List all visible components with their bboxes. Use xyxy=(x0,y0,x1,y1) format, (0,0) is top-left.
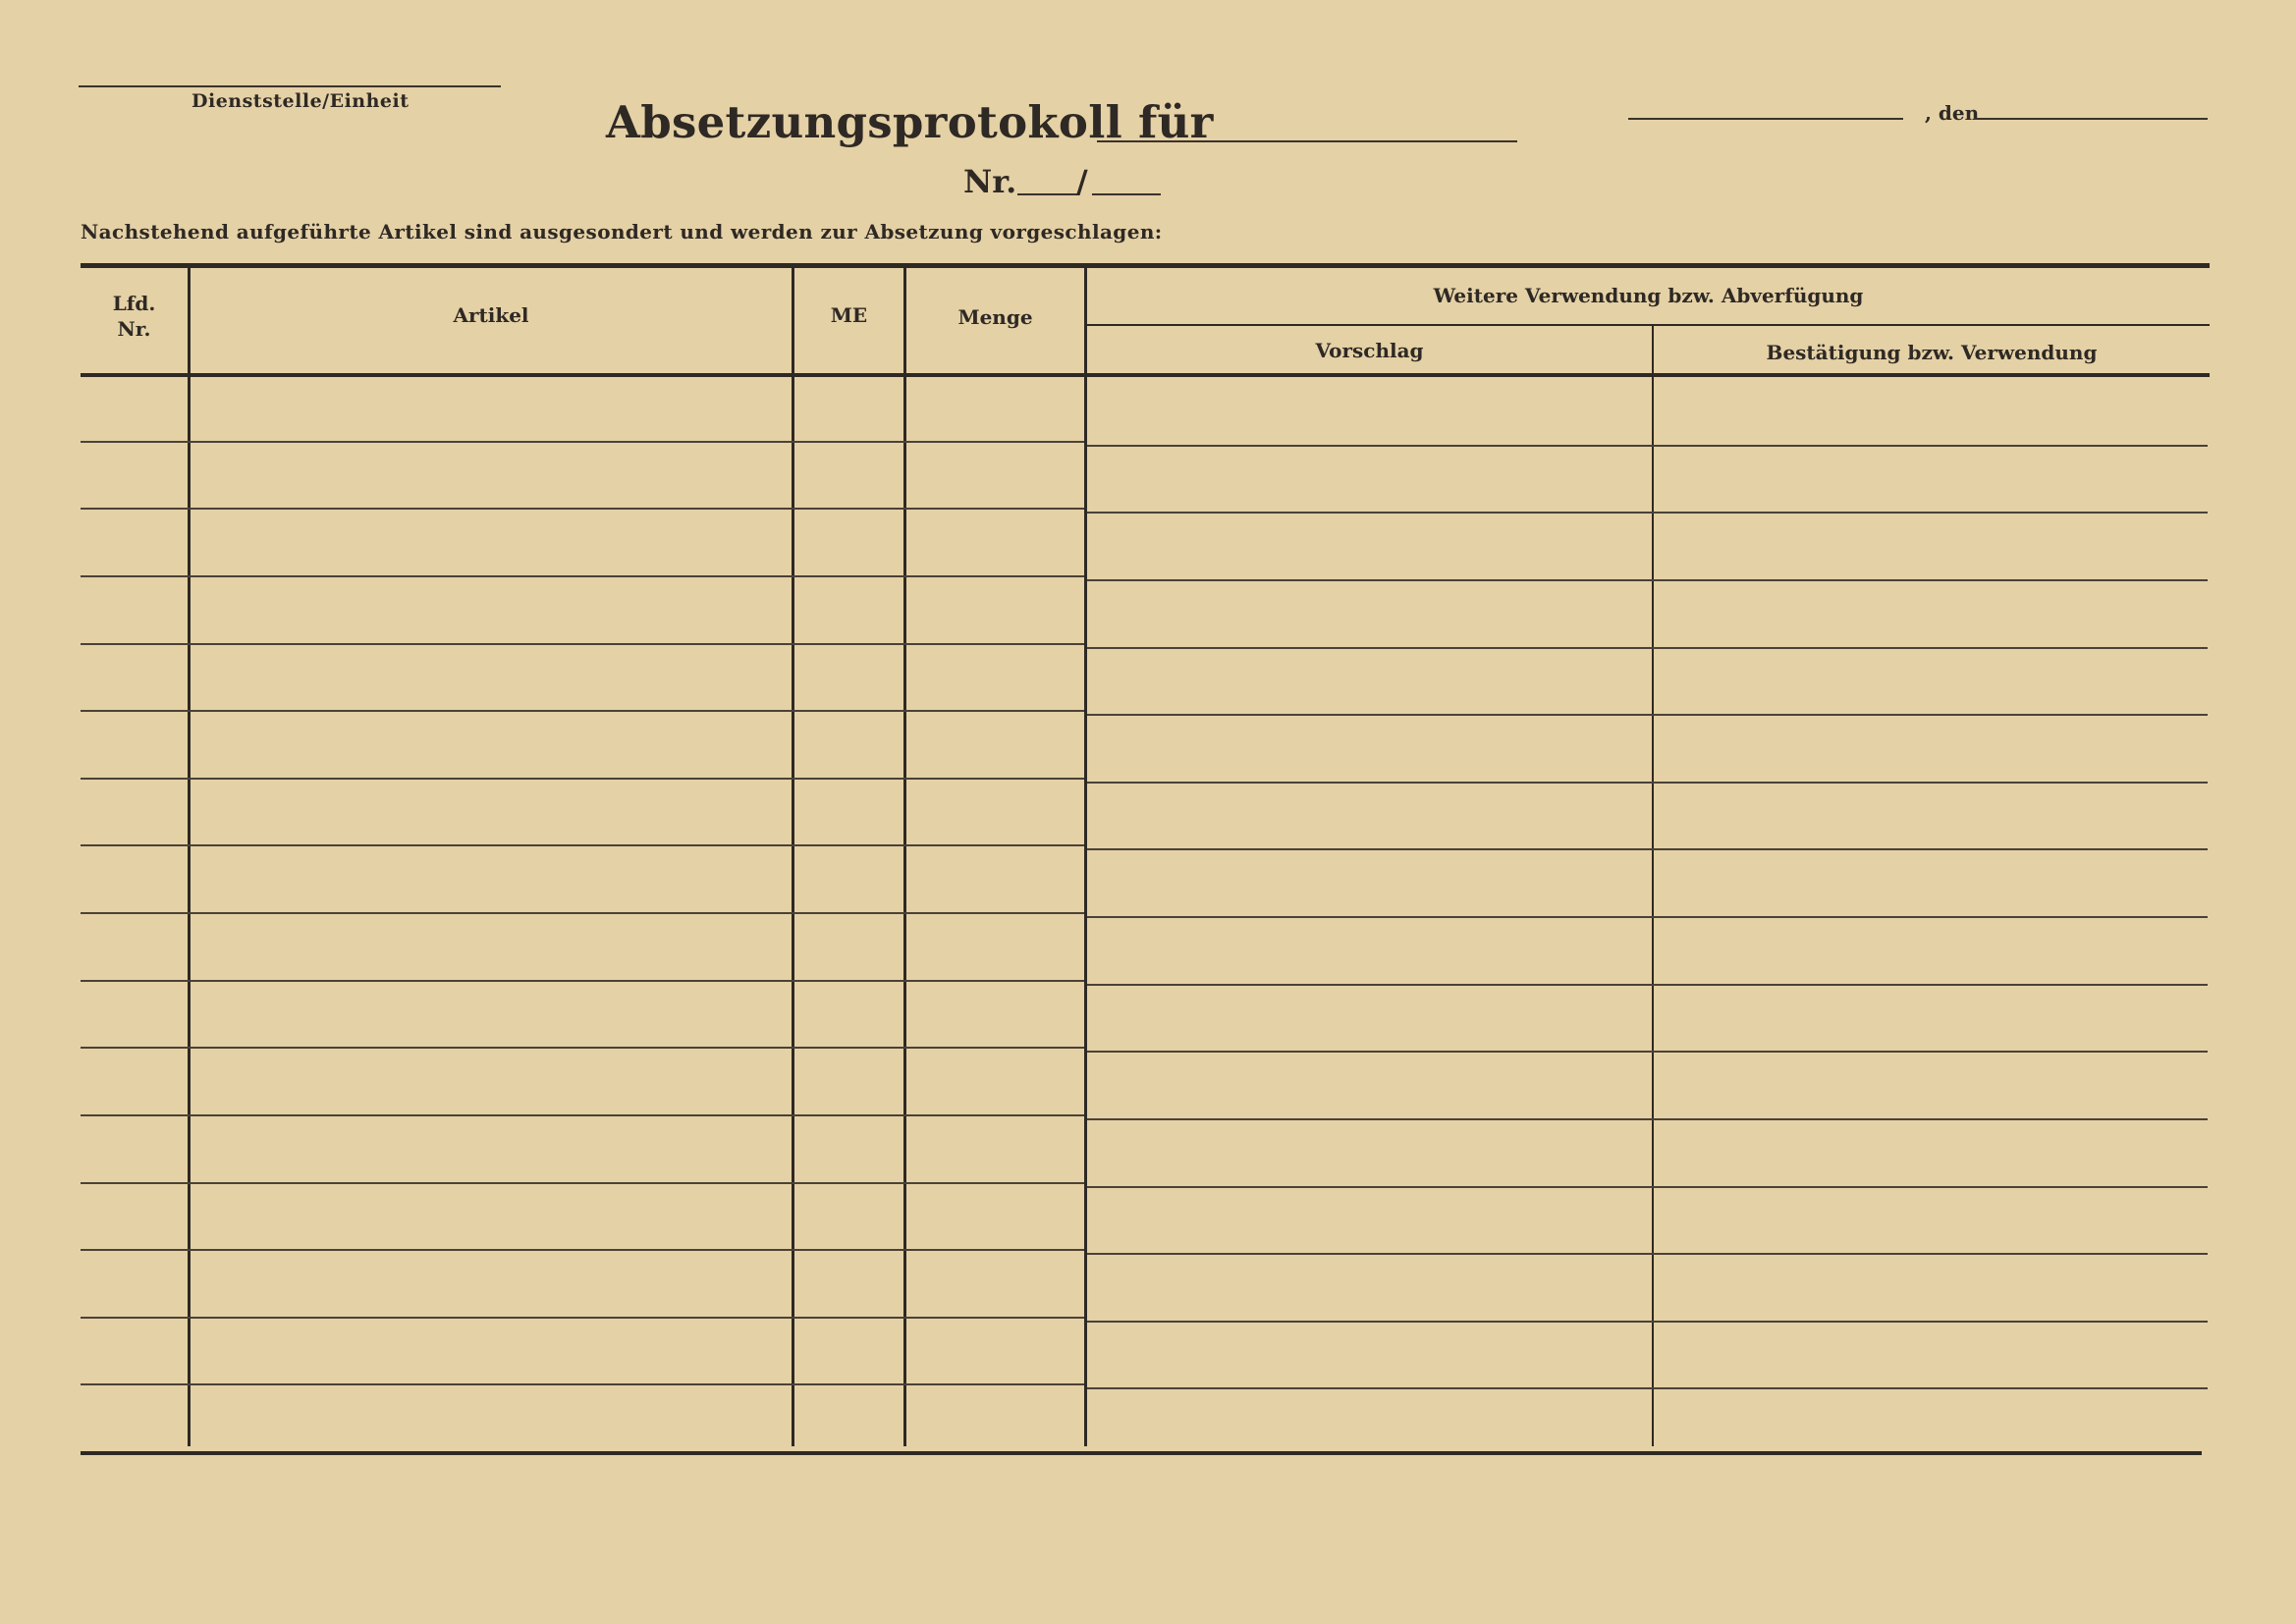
row-line xyxy=(81,441,1084,443)
row-line xyxy=(1087,512,2208,514)
row-line xyxy=(81,1182,1084,1184)
article-table xyxy=(81,263,2210,1457)
row-line xyxy=(81,643,1084,645)
row-line xyxy=(1087,647,2208,649)
row-line xyxy=(81,575,1084,577)
row-line xyxy=(81,1249,1084,1251)
row-line xyxy=(1087,1321,2208,1323)
row-line xyxy=(81,778,1084,780)
unit-label: Dienststelle/Einheit xyxy=(191,90,410,112)
row-line xyxy=(81,710,1084,712)
row-line xyxy=(1087,1253,2208,1255)
weitere-sub-rule xyxy=(1086,324,2210,326)
row-line xyxy=(81,844,1084,846)
intro-text: Nachstehend aufgeführte Artikel sind ausgesondert und werden zur Absetzung vorgeschlagen: xyxy=(81,220,1163,244)
row-line xyxy=(1087,1387,2208,1389)
number-line-2[interactable] xyxy=(1092,193,1161,195)
row-line xyxy=(81,508,1084,510)
col-header-lfd-nr: Lfd. Nr. xyxy=(112,292,156,341)
row-line xyxy=(1087,848,2208,850)
unit-line[interactable] xyxy=(79,85,501,87)
title-fill-line[interactable] xyxy=(1097,140,1517,142)
row-line xyxy=(1087,984,2208,986)
col-header-me: ME xyxy=(830,303,868,327)
col-divider-4 xyxy=(1084,263,1087,1446)
number-line-1[interactable] xyxy=(1017,193,1078,195)
row-line xyxy=(1087,579,2208,581)
col-header-menge: Menge xyxy=(957,305,1033,329)
row-line xyxy=(81,1047,1084,1049)
number-separator: / xyxy=(1076,163,1088,200)
row-line xyxy=(81,912,1084,914)
row-line xyxy=(1087,445,2208,447)
row-line xyxy=(81,1317,1084,1319)
row-line xyxy=(1087,1186,2208,1188)
col-header-bestaetigung: Bestätigung bzw. Verwendung xyxy=(1766,341,2098,364)
row-line xyxy=(1087,1051,2208,1053)
row-line xyxy=(1087,714,2208,716)
date-line[interactable] xyxy=(1974,118,2208,120)
table-top-rule xyxy=(81,263,2210,268)
col-header-weitere-verwendung: Weitere Verwendung bzw. Abverfügung xyxy=(1433,284,1864,307)
row-line xyxy=(1087,1118,2208,1120)
row-line xyxy=(81,1114,1084,1116)
place-line[interactable] xyxy=(1628,118,1903,120)
date-label: , den xyxy=(1925,101,1980,125)
page-title: Absetzungsprotokoll für xyxy=(606,96,1214,148)
table-header-rule xyxy=(81,373,2210,377)
table-bottom-rule xyxy=(81,1451,2202,1455)
col-divider-5 xyxy=(1652,324,1654,1446)
row-line xyxy=(81,980,1084,982)
col-header-artikel: Artikel xyxy=(453,303,529,327)
row-line xyxy=(1087,782,2208,784)
row-line xyxy=(1087,916,2208,918)
col-header-vorschlag: Vorschlag xyxy=(1315,339,1424,362)
row-line xyxy=(81,1383,1084,1385)
number-label: Nr. xyxy=(963,163,1017,200)
